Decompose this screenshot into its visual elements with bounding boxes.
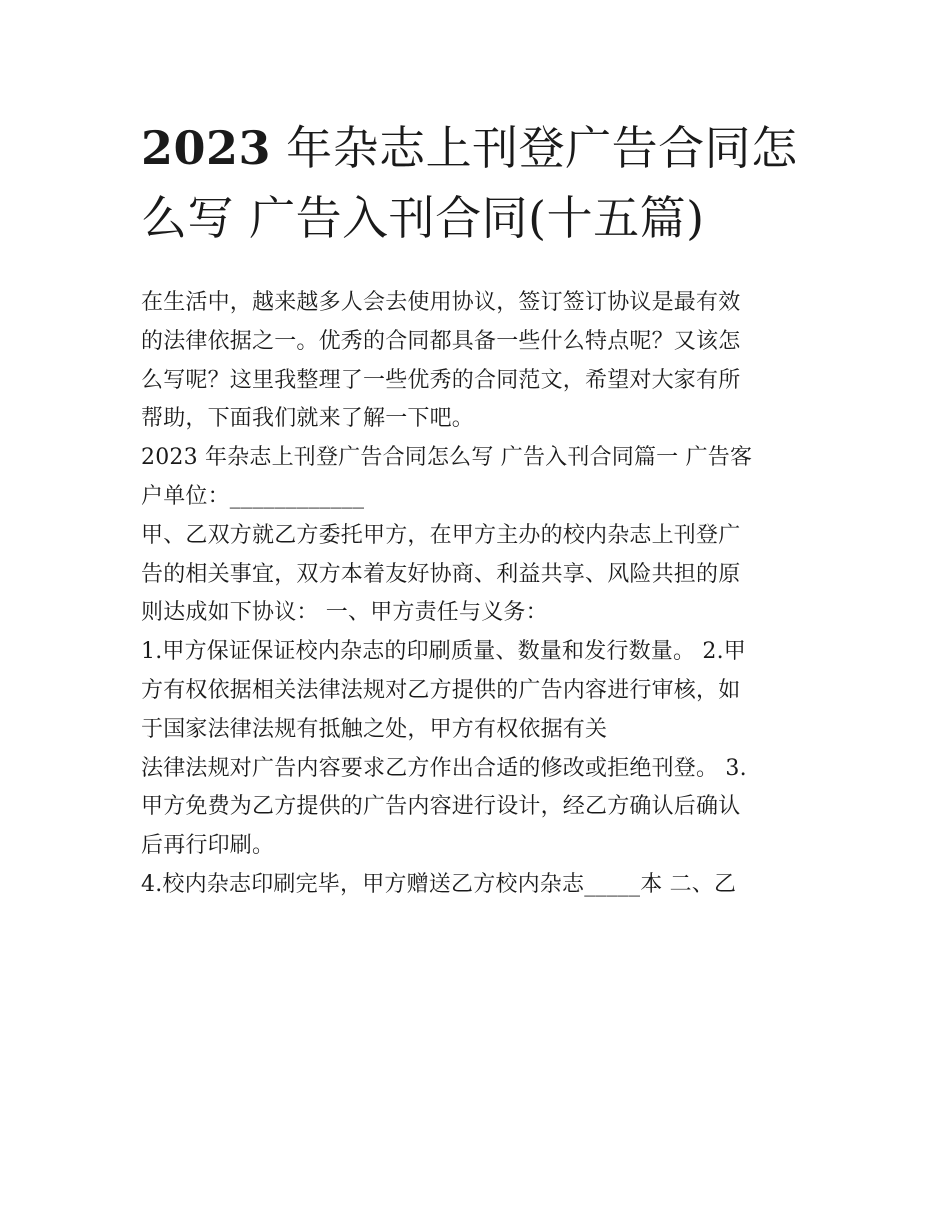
body-line: 户单位：____________ xyxy=(141,483,365,509)
title-year: 2023 xyxy=(141,121,272,175)
body-line: 4.校内杂志印刷完毕，甲方赠送乙方校内杂志_____本 二、乙 xyxy=(141,871,737,897)
body-line: 方有权依据相关法律法规对乙方提供的广告内容进行审核，如 xyxy=(141,677,741,703)
title-line-1-text: 年杂志上刊登广告合同怎 xyxy=(271,121,798,175)
body-line: 法律法规对广告内容要求乙方作出合适的修改或拒绝刊登。 3. xyxy=(141,755,747,781)
body-line: 甲方免费为乙方提供的广告内容进行设计，经乙方确认后确认 xyxy=(141,794,741,820)
body-line: 于国家法律法规有抵触之处，甲方有权依据有关 xyxy=(141,716,608,742)
document-body xyxy=(141,284,813,905)
body-line: 么写呢？这里我整理了一些优秀的合同范文，希望对大家有所 xyxy=(141,367,741,393)
body-line: 则达成如下协议： 一、甲方责任与义务： xyxy=(141,600,548,626)
title-line-2: 么写 广告入刊合同(十五篇) xyxy=(141,191,705,245)
body-line: 甲、乙双方就乙方委托甲方，在甲方主办的校内杂志上刊登广 xyxy=(141,522,741,548)
body-line: 2023 年杂志上刊登广告合同怎么写 广告入刊合同篇一 广告客 xyxy=(141,445,753,471)
body-line: 1.甲方保证保证校内杂志的印刷质量、数量和发行数量。 2.甲 xyxy=(141,639,746,665)
body-line: 后再行印刷。 xyxy=(141,833,275,859)
body-line: 告的相关事宜，双方本着友好协商、利益共享、风险共担的原 xyxy=(141,561,741,587)
document-title xyxy=(141,113,813,253)
title-line-1 xyxy=(141,113,813,183)
body-line: 在生活中，越来越多人会去使用协议，签订签订协议是最有效 xyxy=(141,290,741,315)
body-line: 的法律依据之一。优秀的合同都具备一些什么特点呢？又该怎 xyxy=(141,328,741,354)
body-line: 帮助，下面我们就来了解一下吧。 xyxy=(141,406,475,432)
